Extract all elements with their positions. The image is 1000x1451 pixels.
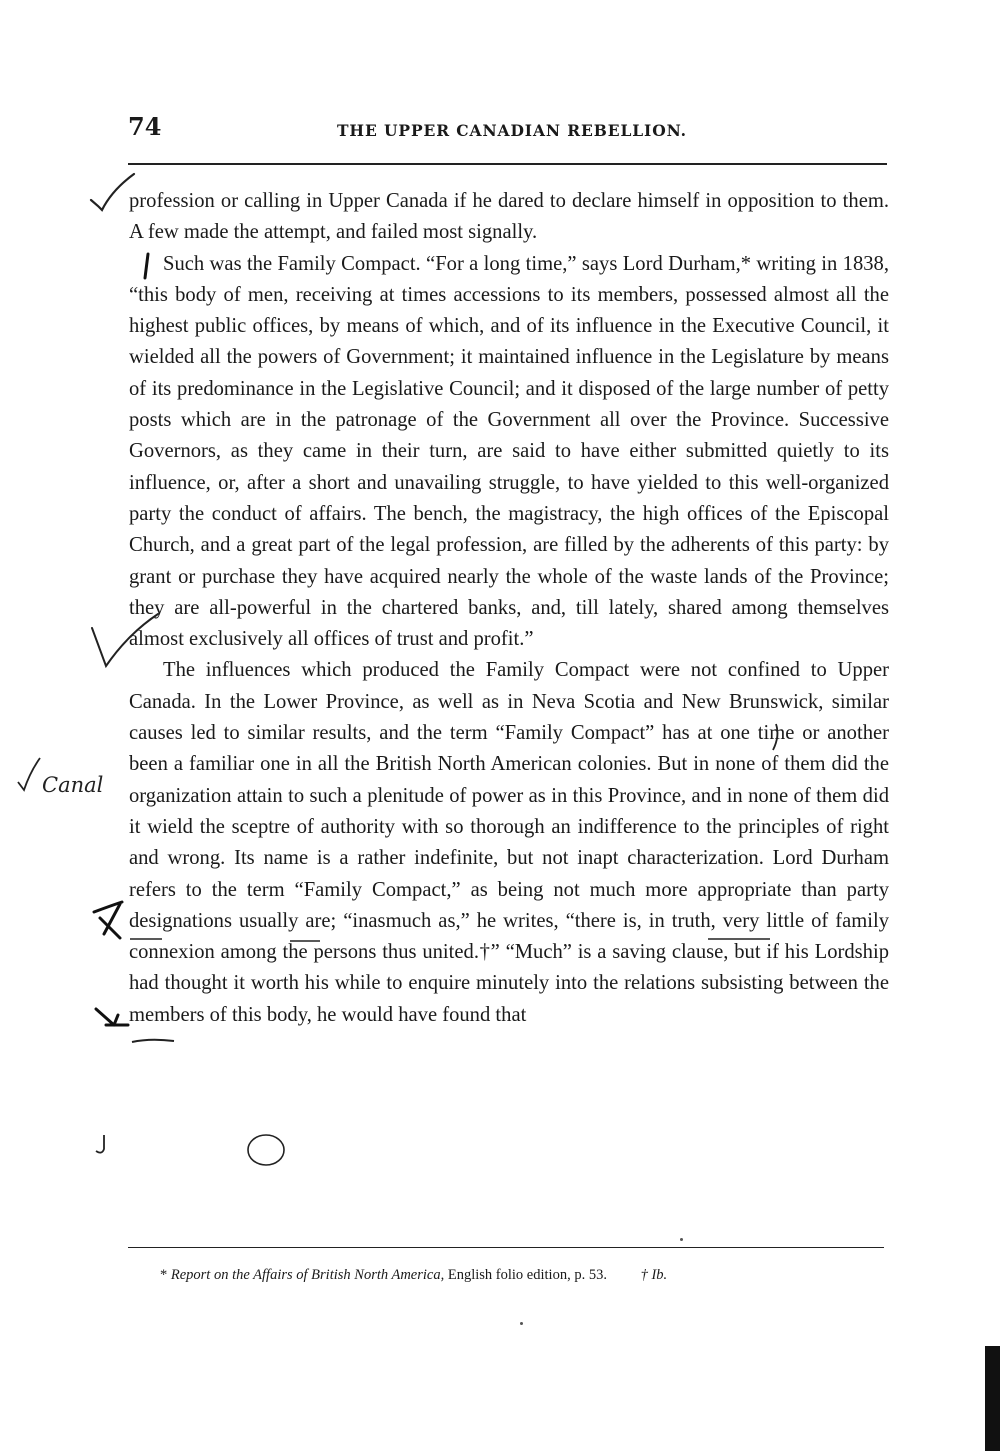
paragraph-3: The influences which produced the Family Compact were not confined to Upper Canada. In the Lower Province, as well as in Neva Scotia and New Brunswick, similar causes led to similar results, and the term “Family Compact” has at one time or another been a familiar one in all the British North American colonies. But in none of them did the organization attain to such a plenitude of power as in this Province, and in none of them did it wield the sceptre of authority with so thorough an indifference to the principles of right and wrong. Its name is a rather indefinite, but not inapt characterization. Lord Durham refers to the term “Family Compact,” as being not much more appropriate than party designations usually are; “inasmuch as,” he writes, “there is, in truth, very little of family connexion among the persons thus united.†” “Much” is a saving clause, but if his Lordship had thought it worth his while to enquire minutely into the relations subsisting between the members of this body, he would have found that bbox=[129, 659, 889, 1026]
footnote-work: Report on the Affairs of British North America, bbox=[170, 1267, 445, 1283]
dagger-circle-icon bbox=[244, 1132, 290, 1170]
footnote-second-ref: † Ib. bbox=[640, 1267, 668, 1283]
scan-speck bbox=[680, 1238, 683, 1241]
running-head: THE UPPER CANADIAN REBELLION. bbox=[337, 121, 687, 140]
arrow-mark-icon bbox=[92, 1005, 134, 1035]
footnote-rule bbox=[128, 1247, 884, 1248]
name-underline-icon bbox=[130, 1036, 180, 1046]
cross-mark-icon bbox=[90, 900, 132, 942]
footnote bbox=[160, 1267, 667, 1284]
paragraph-1: profession or calling in Upper Canada if he dared to declare himself in opposition to them. A few made the attempt, and failed most signally. bbox=[129, 190, 889, 244]
footnote-edition: English folio edition, p. 53. bbox=[447, 1267, 607, 1283]
page-edge-bar bbox=[985, 1346, 1000, 1451]
scan-speck bbox=[520, 1322, 523, 1325]
paragraph-2: Such was the Family Compact. “For a long time,” says Lord Durham,* writing in 1838, “this body of men, receiving at times accessions to its members, possessed almost all the highest public offices, by means of which, and of its influence in the Executive Council, it wielded all the powers of Government; it maintained influence in the Legislature by means of its predominance in the Legislative Council; and it disposed of the large number of petty posts which are in the patronage of the Government all over the Province. Successive Governors, as they came in their turn, are said to have either submitted quietly to its influence, or, after a short and unavailing struggle, to have yielded to this well-organized party the conduct of affairs. The bench, the magistracy, the high offices of the Episcopal Church, and a great part of the legal profession, are filled by the adherents of this party: by grant or purchase they have acquired nearly the whole of the waste lands of the Province; they are all-powerful in the chartered banks, and, till lately, shared among themselves almost exclusively all offices of trust and profit.” bbox=[129, 252, 889, 651]
footnote-marker: * bbox=[160, 1267, 168, 1283]
body-text bbox=[129, 186, 889, 1031]
header-rule bbox=[128, 163, 887, 165]
svg-text:Canal: Canal bbox=[42, 773, 104, 797]
small-check-icon bbox=[94, 1133, 110, 1157]
page-number: 74 bbox=[128, 112, 162, 141]
margin-note-canal bbox=[14, 752, 126, 802]
